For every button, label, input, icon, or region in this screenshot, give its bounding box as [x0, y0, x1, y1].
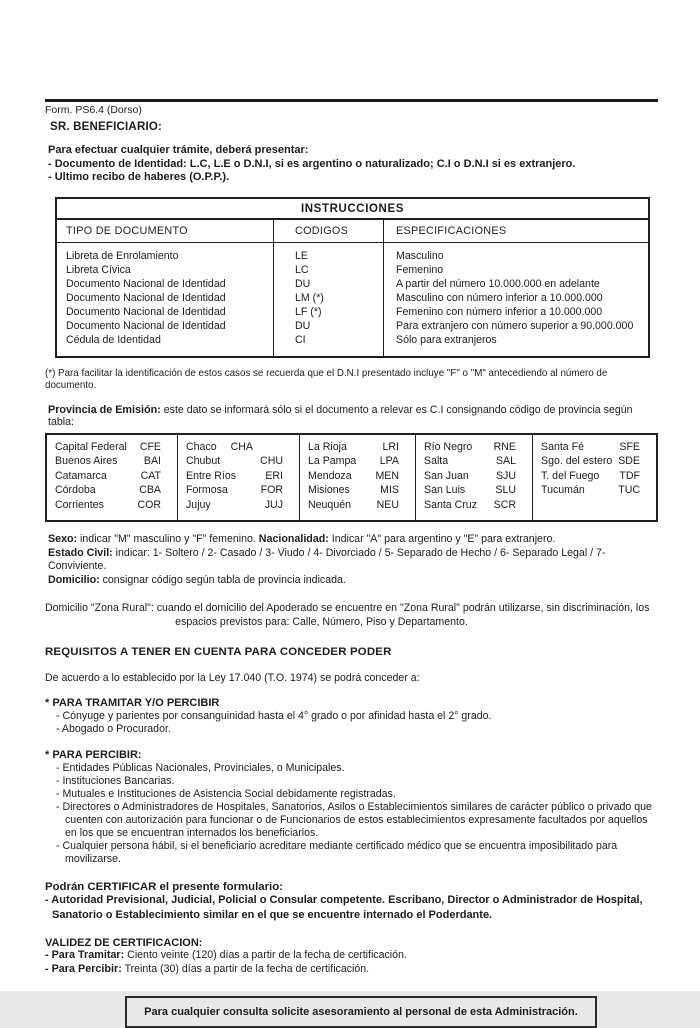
province-name: Jujuy — [186, 498, 211, 511]
doc-code-cell: LE — [295, 249, 308, 262]
column-header-tipo: TIPO DE DOCUMENTO — [57, 220, 274, 242]
estado-civil-label: Estado Civil: — [48, 546, 113, 559]
province-entry — [47, 483, 177, 498]
doc-code-cell: LC — [295, 263, 309, 276]
province-entry — [178, 469, 299, 484]
province-entry — [533, 469, 656, 484]
doc-code-cell: CI — [295, 333, 306, 346]
province-code: TDF — [619, 469, 640, 482]
certificar-body-line2: Sanatorio o Establecimiento similar en el que se encuentre internado el Poderdante. — [52, 908, 493, 921]
province-code: CAT — [140, 469, 161, 482]
zona-rural-line1: Domicilio "Zona Rural": cuando el domicilio del Apoderado se encuentre en "Zona Rural" podrán utilizarse, sin discriminación, los — [45, 602, 650, 614]
province-code: BAI — [143, 455, 161, 467]
tramitar-item: - Abogado o Procurador. — [56, 723, 171, 735]
province-name: Buenos Aires — [55, 455, 118, 467]
percibir-item: - Directores o Administradores de Hospitales, Sanatorios, Asilos o Establecimientos similares de carácter público o privado que cuenten con autorización para funcionar o de Funcionarios de estos establecimientos expresamente facultados por aquellos en los que se encuentran internados los beneficiarios. — [56, 801, 652, 839]
doc-spec-cell: Sólo para extranjeros — [396, 333, 497, 346]
doc-type-cell: Cédula de Identidad — [66, 333, 161, 346]
intro-item: - Documento de Identidad: L.C, L.E o D.N.I, si es argentino o naturalizado; C.I o D.N.I si es extranjero. — [48, 157, 576, 170]
estado-civil-line — [48, 547, 658, 574]
province-code: SAL — [495, 455, 516, 467]
province-entry — [47, 440, 177, 455]
province-entry — [300, 454, 415, 469]
province-code: SDE — [618, 455, 640, 467]
zona-rural-line2: espacios previstos para: Calle, Número, Piso y Departamento. — [175, 616, 468, 628]
province-name: Córdoba — [55, 484, 96, 496]
province-name: Catamarca — [55, 469, 107, 482]
province-column — [47, 435, 177, 521]
province-entry — [416, 454, 532, 469]
instructions-table — [55, 197, 650, 358]
zona-rural-paragraph — [45, 601, 658, 629]
nacionalidad-label: Nacionalidad: — [258, 533, 329, 545]
province-name: Formosa — [186, 484, 228, 496]
intro-paragraph — [48, 144, 658, 185]
province-code: LPA — [379, 455, 399, 467]
province-name: Chubut — [186, 455, 221, 467]
column-header-especificaciones: ESPECIFICACIONES — [396, 224, 507, 237]
province-name: Neuquén — [308, 498, 352, 511]
doc-spec-cell: Masculino con número inferior a 10.000.000 — [396, 291, 603, 304]
doc-spec-cell: Femenino con número inferior a 10.000.000 — [396, 305, 603, 318]
province-name: Santa Fé — [541, 440, 584, 453]
province-code: NEU — [376, 498, 399, 511]
data-legend — [48, 533, 658, 587]
validez-percibir-text: Treinta (30) días a partir de la fecha de certificación. — [121, 962, 370, 975]
province-entry — [416, 469, 532, 484]
validez-percibir-item — [45, 963, 658, 977]
requisitos-intro: De acuerdo a lo establecido por la Ley 17.040 (T.O. 1974) se podrá conceder a: — [45, 672, 420, 684]
province-name: Santa Cruz — [424, 498, 477, 511]
footnote: (*) Para facilitar la identificación de estos casos se recuerda que el D.N.I presentado incluye "F" o "M" antecediendo al número de documento. — [45, 367, 608, 391]
validez-tramitar-text: Ciento veinte (120) días a partir de la fecha de certificación. — [124, 949, 407, 961]
province-table — [45, 433, 658, 523]
percibir-item: - Entidades Públicas Nacionales, Provinciales, o Municipales. — [56, 762, 345, 774]
certificar-section — [45, 881, 658, 922]
province-name: La Rioja — [308, 440, 347, 453]
province-entry — [533, 454, 656, 469]
province-name: Corrientes — [55, 498, 104, 511]
province-entry — [300, 483, 415, 498]
domicilio-label: Domicilio: — [48, 573, 100, 586]
percibir-item: - Instituciones Bancarias. — [56, 775, 175, 787]
province-code: SCR — [493, 498, 516, 511]
doc-code-cell: DU — [295, 277, 311, 290]
province-name: San Juan — [424, 469, 469, 482]
province-entry — [533, 440, 656, 455]
province-column — [177, 435, 299, 521]
province-code: COR — [137, 498, 161, 511]
column-header-codigos: CODIGOS — [274, 220, 384, 242]
footer-notice: Para cualquier consulta solicite asesoramiento al personal de esta Administración. — [125, 996, 597, 1028]
province-code: LRI — [382, 440, 399, 453]
province-name: Salta — [424, 455, 449, 467]
validez-section — [45, 937, 658, 976]
instructions-title: INSTRUCCIONES — [57, 199, 648, 220]
doc-spec-cell: Masculino — [396, 249, 444, 262]
addressee-heading: SR. BENEFICIARIO: — [50, 121, 163, 133]
provincia-text: este dato se informará sólo si el documento a relevar es C.I consignando código de provincia según tabla: — [48, 403, 633, 428]
doc-type-cell: Libreta Cívica — [66, 263, 131, 276]
validez-tramitar-item — [45, 949, 658, 963]
doc-code-cell: LF (*) — [295, 305, 322, 318]
province-entry — [300, 498, 415, 513]
province-code: MIS — [380, 484, 399, 496]
tramitar-items — [56, 710, 658, 736]
doc-code-cell: LM (*) — [295, 291, 324, 304]
province-column — [415, 435, 532, 521]
province-code: JUJ — [264, 498, 283, 511]
instructions-body — [57, 243, 648, 356]
province-name: San Luis — [424, 484, 466, 496]
province-name: Tucumán — [541, 484, 585, 496]
province-code: CFE — [139, 440, 161, 453]
nacionalidad-text: Indicar "A" para argentino y "E" para extranjero. — [328, 533, 556, 545]
province-name: Entre Ríos — [186, 469, 237, 482]
province-name: Misiones — [308, 484, 350, 496]
province-entry — [300, 440, 415, 455]
intro-lead: Para efectuar cualquier trámite, deberá presentar: — [48, 144, 309, 156]
province-code: FOR — [260, 484, 283, 496]
domicilio-line — [48, 574, 658, 588]
province-entry — [178, 454, 299, 469]
percibir-title: * PARA PERCIBIR: — [45, 749, 142, 761]
validez-percibir-label: - Para Percibir: — [45, 962, 122, 975]
percibir-item: - Cualquier persona hábil, si el beneficiario acreditare mediante certificado médico que se encuentra imposibilitado para movilizarse. — [56, 840, 618, 865]
province-entry — [416, 498, 532, 513]
doc-code-cell: DU — [295, 319, 311, 332]
tramitar-item: - Cónyuge y parientes por consanguinidad hasta el 4° grado o por afinidad hasta el 2° grado. — [56, 710, 492, 722]
province-name: Río Negro — [424, 440, 473, 453]
percibir-item: - Mutuales e Instituciones de Asistencia Social debidamente registradas. — [56, 788, 396, 800]
province-code: ERI — [265, 469, 283, 482]
doc-spec-cell: Femenino — [396, 263, 444, 276]
province-code: RNE — [493, 440, 516, 453]
doc-type-cell: Documento Nacional de Identidad — [66, 319, 226, 332]
doc-spec-cell: A partir del número 10.000.000 en adelante — [396, 277, 600, 290]
validez-title: VALIDEZ DE CERTIFICACION: — [45, 937, 203, 949]
sexo-line — [48, 533, 658, 547]
province-entry — [178, 440, 299, 455]
doc-type-cell: Libreta de Enrolamiento — [66, 249, 179, 262]
province-name: Sgo. del estero — [541, 455, 613, 467]
province-entry — [416, 440, 532, 455]
instructions-header-row — [57, 220, 648, 243]
province-column — [299, 435, 415, 521]
percibir-items — [56, 762, 658, 866]
doc-spec-cell: Para extranjero con número superior a 90.000.000 — [396, 319, 634, 332]
province-entry — [300, 469, 415, 484]
province-code: SJU — [495, 469, 516, 482]
province-code: CBA — [139, 484, 161, 496]
doc-type-cell: Documento Nacional de Identidad — [66, 291, 226, 304]
province-code: CHU — [260, 455, 283, 467]
provincia-label: Provincia de Emisión: — [48, 403, 161, 416]
requisitos-title: REQUISITOS A TENER EN CUENTA PARA CONCEDER PODER — [45, 646, 392, 658]
certificar-body-line1: - Autoridad Previsional, Judicial, Policial o Consular competente. Escribano, Director o Administrador de Hospital, — [45, 894, 643, 906]
province-code: CHA — [230, 440, 253, 453]
province-entry — [178, 483, 299, 498]
province-name: Chaco — [186, 440, 217, 453]
intro-item: - Ultimo recibo de haberes (O.P.P.). — [48, 171, 230, 183]
province-entry — [47, 469, 177, 484]
province-name: T. del Fuego — [541, 469, 600, 482]
province-entry — [47, 454, 177, 469]
sexo-text: indicar "M" masculino y "F" femenino. — [77, 533, 259, 545]
province-code: SFE — [619, 440, 640, 453]
doc-type-cell: Documento Nacional de Identidad — [66, 305, 226, 318]
sexo-label: Sexo: — [48, 533, 78, 545]
province-entry — [416, 483, 532, 498]
tramitar-title: * PARA TRAMITAR Y/O PERCIBIR — [45, 697, 220, 709]
domicilio-text: consignar código según tabla de provincia indicada. — [99, 573, 346, 586]
doc-type-cell: Documento Nacional de Identidad — [66, 277, 226, 290]
validez-tramitar-label: - Para Tramitar: — [45, 949, 125, 961]
province-name: Capital Federal — [55, 440, 127, 453]
certificar-title: Podrán CERTIFICAR el presente formulario: — [45, 881, 283, 893]
province-code: MEN — [375, 469, 399, 482]
province-name: Mendoza — [308, 469, 352, 482]
province-code: TUC — [618, 484, 640, 496]
top-rule — [45, 99, 658, 102]
province-entry — [533, 483, 656, 498]
provincia-heading — [48, 404, 658, 428]
province-name: La Pampa — [308, 455, 357, 467]
province-entry — [178, 498, 299, 513]
province-code: SLU — [495, 484, 516, 496]
form-code: Form. PS6.4 (Dorso) — [45, 104, 142, 116]
province-column — [532, 435, 656, 521]
province-entry — [47, 498, 177, 513]
estado-civil-text: indicar: 1- Soltero / 2- Casado / 3- Viudo / 4- Divorciado / 5- Separado de Hecho / 6- Separado Legal / 7- Conviviente. — [48, 546, 606, 572]
